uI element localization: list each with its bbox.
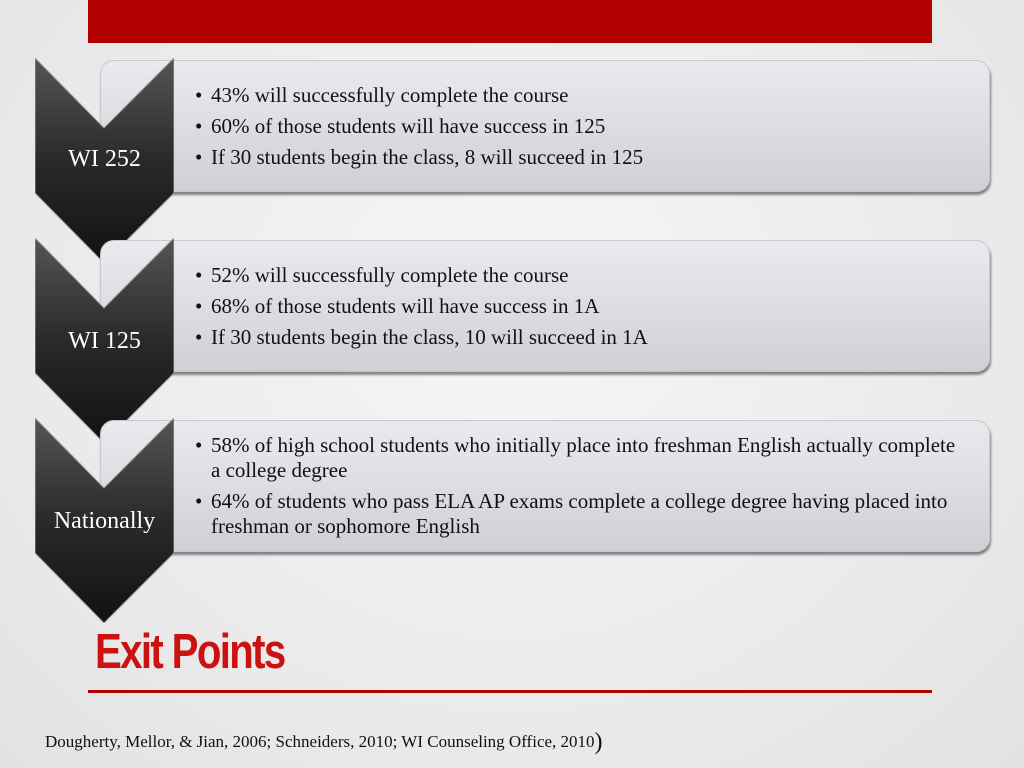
list-item: • 64% of students who pass ELA AP exams complete a college degree having placed into freshman or sophomore English bbox=[195, 489, 959, 539]
row-3-label: Nationally bbox=[53, 508, 156, 534]
row-1-card bbox=[100, 60, 990, 192]
list-item: • If 30 students begin the class, 8 will succeed in 125 bbox=[195, 145, 959, 170]
row-1-label: WI 252 bbox=[68, 146, 141, 172]
slide-title: Exit Points bbox=[95, 625, 285, 679]
row-3-card bbox=[100, 420, 990, 552]
list-item: • 68% of those students will have success in 1A bbox=[195, 294, 959, 319]
list-item: • If 30 students begin the class, 10 will succeed in 1A bbox=[195, 325, 959, 350]
row-1-chevron bbox=[35, 58, 174, 263]
row-2-bullets bbox=[195, 263, 959, 356]
row-3-chevron bbox=[35, 418, 174, 623]
citation-close-paren: ) bbox=[594, 729, 603, 755]
row-2-card bbox=[100, 240, 990, 372]
title-underline bbox=[88, 690, 932, 693]
top-accent-bar bbox=[88, 0, 932, 43]
citation-text: Dougherty, Mellor, & Jian, 2006; Schneiders, 2010; WI Counseling Office, 2010 bbox=[45, 732, 595, 751]
list-item: • 60% of those students will have success in 125 bbox=[195, 114, 959, 139]
row-3-bullets bbox=[195, 433, 959, 545]
row-2-chevron bbox=[35, 238, 174, 443]
list-item: • 58% of high school students who initially place into freshman English actually complete a college degree bbox=[195, 433, 959, 483]
list-item: • 43% will successfully complete the course bbox=[195, 83, 959, 108]
row-1-bullets bbox=[195, 83, 959, 176]
row-2-label: WI 125 bbox=[68, 328, 141, 354]
citation-footer bbox=[45, 729, 603, 756]
list-item: • 52% will successfully complete the course bbox=[195, 263, 959, 288]
